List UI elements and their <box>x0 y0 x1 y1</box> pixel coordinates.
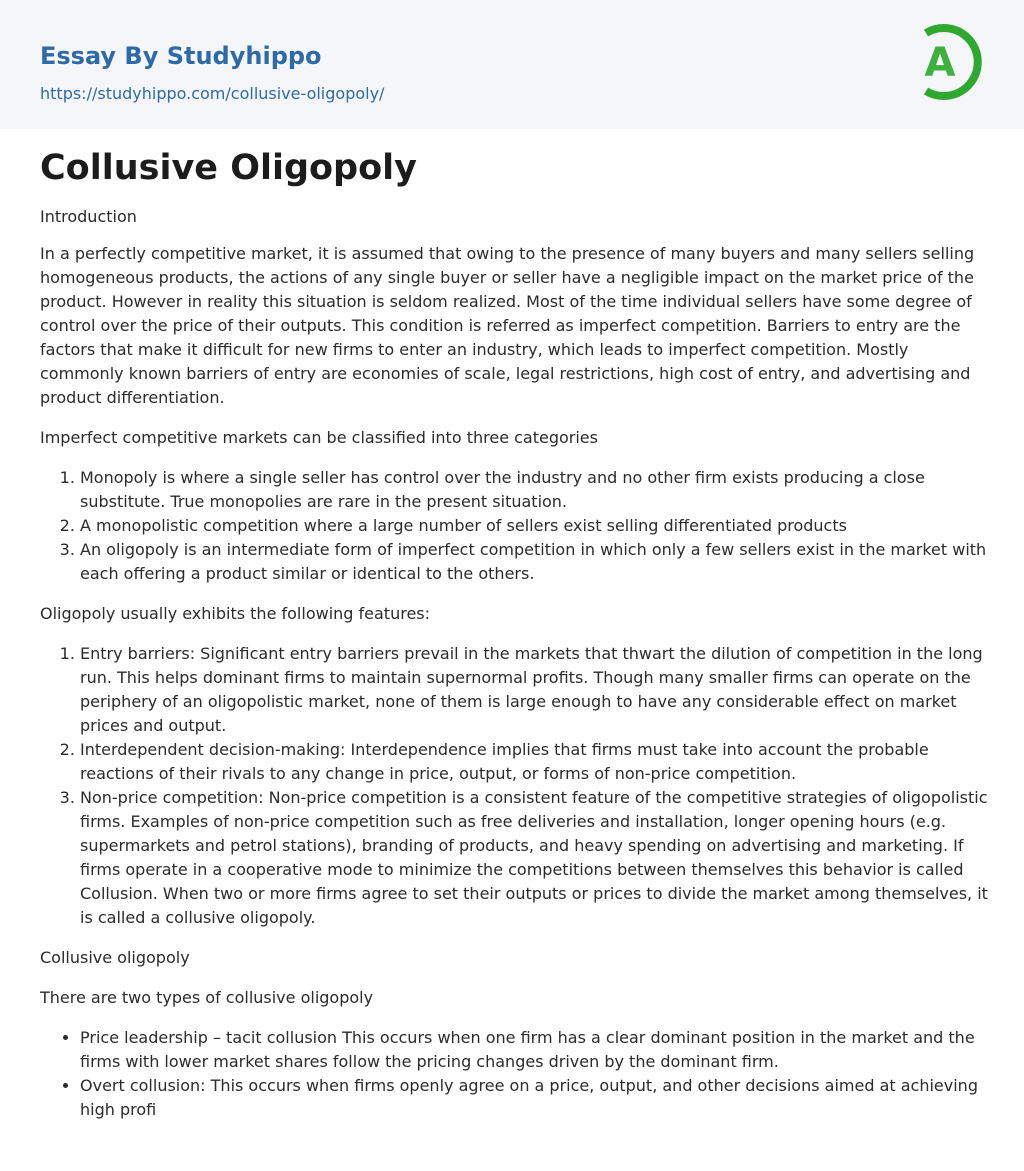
brand-title[interactable]: Essay By Studyhippo <box>40 42 322 70</box>
list-item: 2. A monopolistic competition where a large number of sellers exist selling differentiated products <box>80 514 990 538</box>
collusion-types-list <box>40 1026 990 1122</box>
intro-label: Introduction <box>40 207 137 226</box>
list-item: 1. Entry barriers: Significant entry barriers prevail in the markets that thwart the dilution of competition in the long run. This helps dominant firms to maintain supernormal profits. Though many smaller firms can operate on the periphery of an oligopolistic market, none of them is large enough to have any considerable effect on market prices and output. <box>80 642 990 738</box>
paragraph-5: There are two types of collusive oligopoly <box>40 988 374 1007</box>
list-item: • Overt collusion: This occurs when firms openly agree on a price, output, and other decisions aimed at achieving high profi <box>80 1074 990 1122</box>
page-title: Collusive Oligopoly <box>40 148 417 188</box>
paragraph-4: Collusive oligopoly <box>40 948 190 967</box>
paragraph-3: Oligopoly usually exhibits the following features: <box>40 604 431 623</box>
list-item: 2. Interdependent decision-making: Interdependence implies that firms must take into account the probable reactions of their rivals to any change in price, output, or forms of non-price competition. <box>80 738 990 786</box>
site-header <box>0 0 1024 129</box>
paragraph-1: In a perfectly competitive market, it is assumed that owing to the presence of many buyers and many sellers selling homogeneous products, the actions of any single buyer or seller have a negligible impact on the market price of the product. However in reality this situation is seldom realized. Most of the time individual sellers have some degree of control over the price of their outputs. This condition is referred as imperfect competition. Barriers to entry are the factors that make it difficult for new firms to enter an industry, which leads to imperfect competition. Mostly commonly known barriers of entry are economies of scale, legal restrictions, high cost of entry, and advertising and product differentiation. <box>40 244 975 407</box>
oligopoly-features-list <box>40 642 990 930</box>
list-item: • Price leadership – tacit collusion This occurs when one firm has a clear dominant position in the market and the firms with lower market shares follow the pricing changes driven by the dominant firm. <box>80 1026 990 1074</box>
article-content <box>40 138 990 1138</box>
market-categories-list <box>40 466 990 586</box>
svg-text:A: A <box>924 40 956 86</box>
list-item: 1. Monopoly is where a single seller has control over the industry and no other firm exists producing a close substitute. True monopolies are rare in the present situation. <box>80 466 990 514</box>
studyhippo-logo-icon[interactable] <box>908 17 988 107</box>
paragraph-2: Imperfect competitive markets can be classified into three categories <box>40 428 598 447</box>
article-url-link[interactable]: https://studyhippo.com/collusive-oligopoly/ <box>40 84 385 103</box>
list-item: 3. Non-price competition: Non-price competition is a consistent feature of the competitive strategies of oligopolistic firms. Examples of non-price competition such as free deliveries and installation, longer opening hours (e.g. supermarkets and petrol stations), branding of products, and heavy spending on advertising and marketing. If firms operate in a cooperative mode to minimize the competitions between themselves this behavior is called Collusion. When two or more firms agree to set their outputs or prices to divide the market among themselves, it is called a collusive oligopoly. <box>80 786 990 930</box>
list-item: 3. An oligopoly is an intermediate form of imperfect competition in which only a few sellers exist in the market with each offering a product similar or identical to the others. <box>80 538 990 586</box>
